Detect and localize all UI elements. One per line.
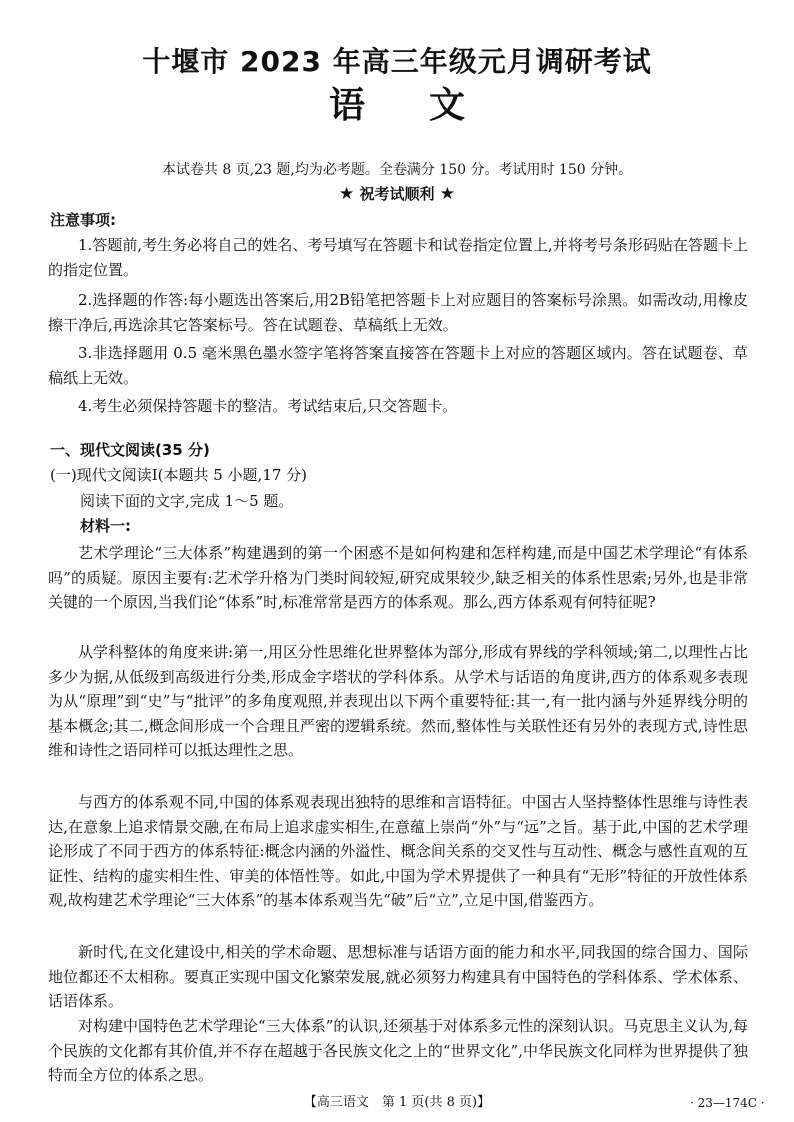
page-footer: 【高三语文 第 1 页(共 8 页)】 (303, 1095, 491, 1110)
blessing-line (0, 183, 794, 205)
exam-title: 十堰市 2023 年高三年级元月调研考试 (142, 45, 652, 78)
material-paragraph: 对构建中国特色艺术学理论“三大体系”的认识,还须基于对体系多元性的深刻认识。马克思主义认为,每个民族的文化都有其价值,并不存在超越于各民族文化之上的“世界文化”,中华民族文化同样为世界提供了独特而全方位的体系之思。 (48, 1017, 748, 1085)
section-heading: 一、现代文阅读(35 分) (50, 441, 210, 459)
star-icon: ★ (339, 184, 355, 204)
note-item: 3.非选择题用 0.5 毫米黑色墨水签字笔将答案直接答在答题卡上对应的答题区域内。答在试题卷、草稿纸上无效。 (48, 344, 748, 387)
exam-code: · 23—174C · (690, 1096, 765, 1110)
note-item: 1.答题前,考生务必将自己的姓名、考号填写在答题卡和试卷指定位置上,并将考号条形码贴在答题卡上的指定位置。 (48, 236, 748, 279)
star-icon: ★ (439, 184, 455, 204)
material-paragraph: 与西方的体系观不同,中国的体系观表现出独特的思维和言语特征。中国古人坚持整体性思维与诗性表达,在意象上追求情景交融,在布局上追求虚实相生,在意蕴上崇尚“外”与“远”之旨。基于此,中国的艺术学理论形成了不同于西方的体系特征:概念内涵的外溢性、概念间关系的交叉性与互动性、概念与感性直观的互证性、结构的虚实相生性、审美的体悟性等。如此,中国为学术界提供了一种具有“无形”特征的开放性体系观,故构建艺术学理论“三大体系”的基本体系观当先“破”后“立”,立足中国,借鉴西方。 (48, 793, 748, 910)
section-sub-heading: (一)现代文阅读Ⅰ(本题共 5 小题,17 分) (50, 466, 308, 484)
note-item: 4.考生必须保持答题卡的整洁。考试结束后,只交答题卡。 (78, 397, 458, 415)
material-label: 材料一: (80, 517, 131, 535)
material-paragraph: 艺术学理论“三大体系”构建遇到的第一个困惑不是如何构建和怎样构建,而是中国艺术学理论“有体系吗”的质疑。原因主要有:艺术学升格为门类时间较短,研究成果较少,缺乏相关的体系性思索;另外,也是非常关键的一个原因,当我们论“体系”时,标准常常是西方的体系观。那么,西方体系观有何特征呢? (48, 544, 748, 612)
material-paragraph: 从学科整体的角度来讲:第一,用区分性思维化世界整体为部分,形成有界线的学科领域;第二,以理性占比多少为据,从低级到高级进行分类,形成金字塔状的学科体系。从学术与话语的角度讲,西方的体系观多表现为从“原理”到“史”与“批评”的多角度观照,并表现出以下两个重要特征:其一,有一批内涵与外延界线分明的基本概念;其二,概念间形成一个合理且严密的逻辑系统。然而,整体性与关联性还有另外的表现方式,诗性思维和诗性之语同样可以抵达理性之思。 (48, 643, 748, 760)
instruction: 阅读下面的文字,完成 1～5 题。 (80, 492, 294, 510)
subject-title: 语文 (328, 85, 529, 126)
blessing-text: 祝考试顺利 (359, 185, 435, 203)
notes-heading: 注意事项: (50, 211, 116, 229)
exam-intro: 本试卷共 8 页,23 题,均为必考题。全卷满分 150 分。考试用时 150 分钟。 (161, 162, 633, 178)
material-paragraph: 新时代,在文化建设中,相关的学术命题、思想标准与话语方面的能力和水平,同我国的综合国力、国际地位都还不太相称。要真正实现中国文化繁荣发展,就必须努力构建具有中国特色的学科体系、学术体系、话语体系。 (48, 943, 748, 1011)
note-item: 2.选择题的作答:每小题选出答案后,用2B铅笔把答题卡上对应题目的答案标号涂黑。如需改动,用橡皮擦干净后,再选涂其它答案标号。答在试题卷、草稿纸上无效。 (48, 291, 748, 334)
